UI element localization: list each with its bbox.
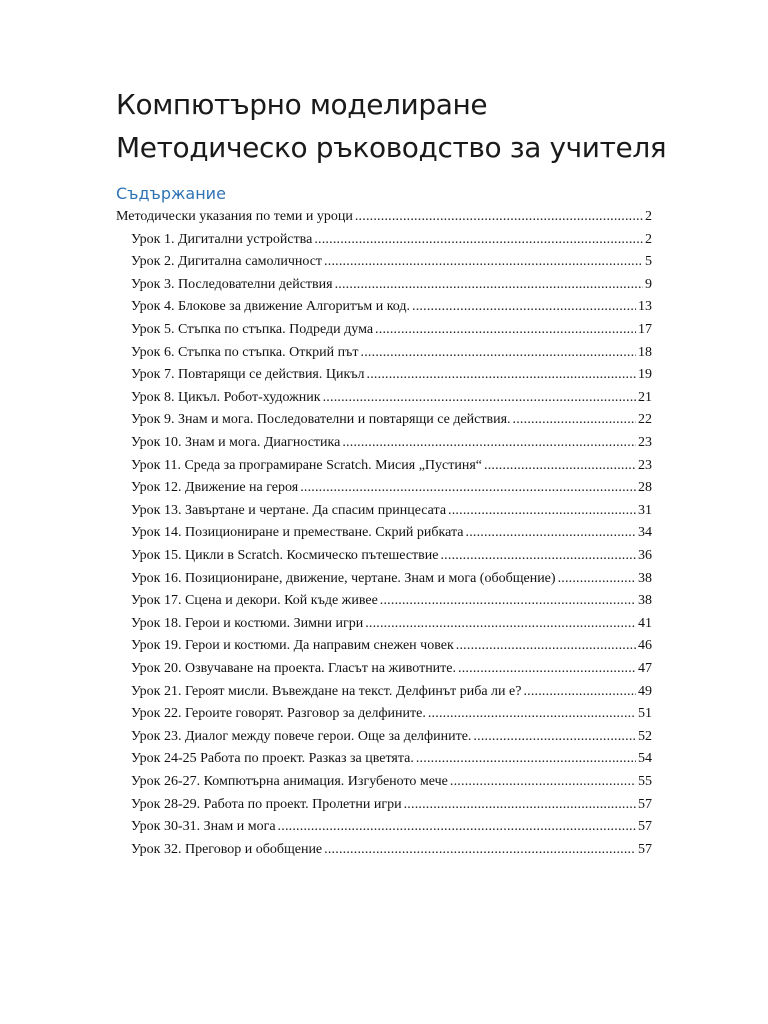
toc-entry-title: Урок 9. Знам и мога. Последователни и повтарящи се действия. (131, 412, 511, 428)
toc-entry[interactable] (131, 681, 652, 703)
toc-entry[interactable] (131, 816, 652, 838)
document-title-line-1: Компютърно моделиране (116, 88, 488, 121)
toc-entry[interactable] (131, 658, 652, 680)
toc-entry-page-number: 31 (638, 502, 652, 518)
toc-entry-title: Урок 6. Стъпка по стъпка. Открий път (131, 344, 359, 360)
toc-dot-leader (428, 703, 636, 725)
toc-entry[interactable] (131, 613, 652, 635)
toc-entry[interactable] (131, 251, 652, 273)
toc-dot-leader (513, 409, 636, 431)
toc-entry-page-number: 34 (638, 525, 652, 541)
toc-entry[interactable] (131, 839, 652, 861)
toc-entry[interactable] (131, 500, 652, 522)
toc-dot-leader (342, 432, 636, 454)
toc-entry-page-number: 38 (638, 570, 652, 586)
toc-entry[interactable] (131, 794, 652, 816)
toc-entry[interactable] (131, 387, 652, 409)
toc-entry[interactable] (131, 409, 652, 431)
toc-dot-leader (314, 229, 643, 251)
toc-dot-leader (404, 794, 636, 816)
toc-entry[interactable] (131, 432, 652, 454)
toc-entry-page-number: 19 (638, 367, 652, 383)
toc-dot-leader (324, 251, 643, 273)
toc-dot-leader (448, 500, 636, 522)
toc-dot-leader (367, 364, 636, 386)
toc-entry-page-number: 57 (638, 841, 652, 857)
toc-entry-page-number: 2 (645, 209, 652, 224)
toc-entry[interactable] (131, 455, 652, 477)
toc-entry-page-number: 9 (645, 276, 652, 292)
toc-dot-leader (450, 771, 636, 793)
toc-entry[interactable] (131, 319, 652, 341)
toc-entry[interactable] (131, 771, 652, 793)
toc-entry-title: Урок 17. Сцена и декори. Кой къде живее (131, 593, 378, 609)
toc-entry-page-number: 49 (638, 683, 652, 699)
toc-entry-title: Урок 4. Блокове за движение Алгоритъм и код. (131, 299, 411, 315)
toc-dot-leader (361, 342, 636, 364)
toc-entry-title: Урок 26-27. Компютърна анимация. Изгубеното мече (131, 774, 448, 789)
toc-entry-page-number: 38 (638, 593, 652, 609)
toc-entry-title: Урок 23. Диалог между повече герои. Още за делфините. (131, 728, 472, 744)
toc-entry-page-number: 36 (638, 548, 652, 563)
toc-dot-leader (558, 568, 636, 590)
toc-entry-page-number: 57 (638, 819, 652, 835)
toc-entry[interactable] (131, 364, 652, 386)
toc-entry-title: Урок 28-29. Работа по проект. Пролетни игри (131, 796, 402, 812)
toc-entry-page-number: 55 (638, 774, 652, 789)
toc-entry-page-number: 51 (638, 706, 652, 722)
toc-entry[interactable] (131, 342, 652, 364)
toc-dot-leader (466, 522, 637, 544)
toc-entry[interactable] (131, 545, 652, 567)
toc-dot-leader (412, 296, 636, 318)
toc-entry-page-number: 13 (638, 299, 652, 315)
toc-entry-title: Урок 21. Героят мисли. Въвеждане на текст. Делфинът риба ли е? (131, 683, 522, 699)
toc-entry-page-number: 17 (638, 322, 652, 337)
toc-entry[interactable] (131, 229, 652, 251)
toc-dot-leader (375, 319, 636, 341)
toc-entry-page-number: 5 (645, 254, 652, 270)
toc-entry-title: Урок 5. Стъпка по стъпка. Подреди дума (131, 322, 374, 337)
toc-entry-title: Урок 14. Позициониране и преместване. Скрий рибката (131, 525, 464, 541)
toc-dot-leader (484, 455, 636, 477)
toc-dot-leader (355, 206, 643, 228)
toc-entry-title: Урок 15. Цикли в Scratch. Космическо пътешествие (131, 548, 439, 563)
toc-entry-title: Урок 7. Повтарящи се действия. Цикъл (131, 367, 365, 383)
toc-dot-leader (300, 477, 636, 499)
toc-entry[interactable] (116, 206, 652, 228)
toc-entry-page-number: 21 (638, 389, 652, 405)
toc-entry-title: Урок 19. Герои и костюми. Да направим снежен човек (131, 638, 454, 654)
toc-dot-leader (335, 274, 643, 296)
toc-entry-title: Урок 10. Знам и мога. Диагностика (131, 435, 341, 450)
toc-entry-page-number: 23 (638, 457, 652, 473)
toc-entry[interactable] (131, 748, 652, 770)
toc-entry-title: Урок 32. Преговор и обобщение (131, 841, 323, 857)
toc-entry-title: Урок 18. Герои и костюми. Зимни игри (131, 615, 364, 631)
toc-entry-page-number: 47 (638, 661, 652, 676)
toc-dot-leader (380, 590, 636, 612)
toc-entry-page-number: 23 (638, 435, 652, 450)
toc-entry-page-number: 22 (638, 412, 652, 428)
toc-dot-leader (323, 387, 636, 409)
toc-dot-leader (440, 545, 636, 567)
toc-dot-leader (365, 613, 636, 635)
toc-entry-page-number: 46 (638, 638, 652, 654)
toc-entry-page-number: 41 (638, 615, 652, 631)
toc-entry-title: Урок 1. Дигитални устройства (131, 231, 313, 247)
toc-entry-title: Методически указания по теми и уроци (116, 209, 353, 224)
toc-entry-page-number: 57 (638, 796, 652, 812)
toc-entry-title: Урок 2. Дигитална самоличност (131, 254, 323, 270)
toc-entry-page-number: 2 (645, 231, 652, 247)
toc-entry-page-number: 28 (638, 480, 652, 496)
toc-entry-title: Урок 11. Среда за програмиране Scratch. Мисия „Пустиня“ (131, 457, 482, 473)
toc-entry-title: Урок 3. Последователни действия (131, 276, 333, 292)
toc-entry[interactable] (131, 703, 652, 725)
toc-entry-title: Урок 12. Движение на героя (131, 480, 299, 496)
toc-entry-page-number: 18 (638, 344, 652, 360)
toc-entry-title: Урок 8. Цикъл. Робот-художник (131, 389, 321, 405)
toc-dot-leader (458, 658, 636, 680)
toc-entry[interactable] (131, 522, 652, 544)
toc-dot-leader (473, 726, 636, 748)
toc-entry-title: Урок 13. Завъртане и чертане. Да спасим принцесата (131, 502, 447, 518)
toc-entry-title: Урок 16. Позициониране, движение, чертане. Знам и мога (обобщение) (131, 570, 556, 586)
toc-entry[interactable] (131, 274, 652, 296)
toc-heading: Съдържание (116, 184, 226, 203)
toc-entry[interactable] (131, 590, 652, 612)
toc-dot-leader (278, 816, 636, 838)
toc-entry[interactable] (131, 726, 652, 748)
toc-entry[interactable] (131, 477, 652, 499)
toc-entry[interactable] (131, 296, 652, 318)
toc-entry[interactable] (131, 568, 652, 590)
toc-entry-title: Урок 22. Героите говорят. Разговор за делфините. (131, 706, 426, 722)
toc-entry-page-number: 54 (638, 751, 652, 767)
toc-entry-page-number: 52 (638, 728, 652, 744)
toc-dot-leader (324, 839, 636, 861)
toc-entry[interactable] (131, 635, 652, 657)
toc-dot-leader (416, 748, 636, 770)
document-title-line-2: Методическо ръководство за учителя (116, 131, 667, 164)
toc-entry-title: Урок 24-25 Работа по проект. Разказ за цветята. (131, 751, 414, 767)
toc-dot-leader (523, 681, 636, 703)
toc-entry-title: Урок 20. Озвучаване на проекта. Гласът на животните. (131, 661, 457, 676)
toc-dot-leader (456, 635, 636, 657)
toc-entry-title: Урок 30-31. Знам и мога (131, 819, 276, 835)
